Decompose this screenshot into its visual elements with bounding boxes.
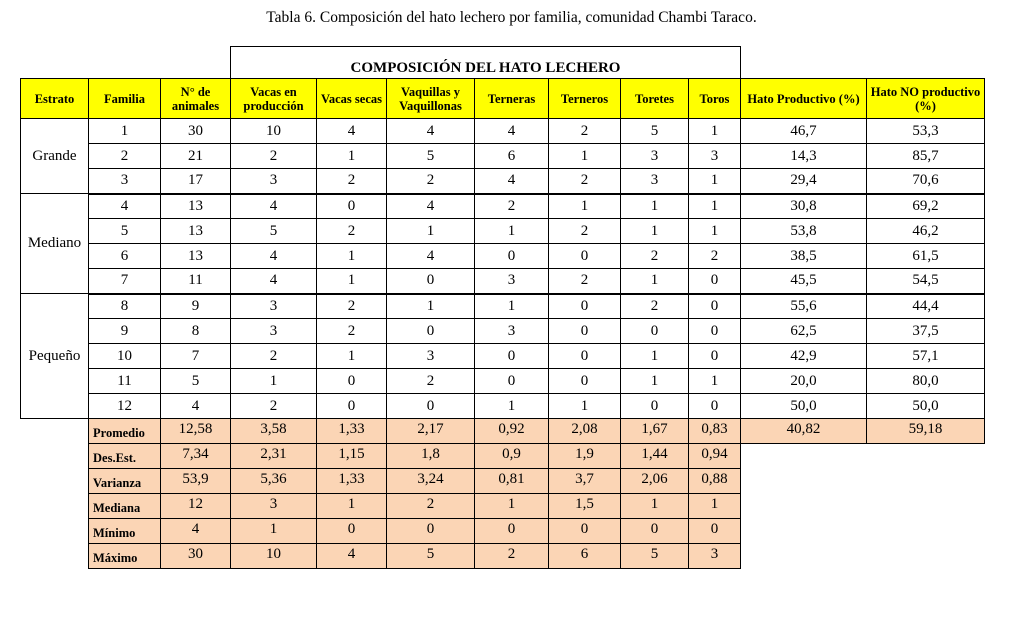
blank-cell bbox=[741, 494, 985, 519]
column-header: Toros bbox=[689, 79, 741, 119]
column-header: Hato NO productivo (%) bbox=[867, 79, 985, 119]
stat-value: 5 bbox=[387, 544, 475, 569]
table-cell: 5 bbox=[621, 119, 689, 144]
blank-cell bbox=[21, 469, 89, 494]
table-cell: 0 bbox=[317, 369, 387, 394]
table-cell: 3 bbox=[689, 144, 741, 169]
table-cell: 0 bbox=[621, 394, 689, 419]
table-cell: 7 bbox=[161, 344, 231, 369]
stat-value: 3,58 bbox=[231, 419, 317, 444]
stats-row bbox=[21, 444, 985, 469]
stat-value: 2 bbox=[387, 494, 475, 519]
table-cell: 4 bbox=[89, 194, 161, 219]
stat-value: 0 bbox=[387, 519, 475, 544]
table-cell: 1 bbox=[689, 194, 741, 219]
table-cell: 1 bbox=[549, 394, 621, 419]
table-cell: 1 bbox=[387, 219, 475, 244]
table-cell: 4 bbox=[317, 119, 387, 144]
table-cell: 2 bbox=[621, 294, 689, 319]
stat-value: 0 bbox=[621, 519, 689, 544]
table-cell: 17 bbox=[161, 169, 231, 194]
stat-value: 2,31 bbox=[231, 444, 317, 469]
stat-value: 4 bbox=[317, 544, 387, 569]
stat-label: Varianza bbox=[89, 469, 161, 494]
stat-value: 1,15 bbox=[317, 444, 387, 469]
stats-row bbox=[21, 494, 985, 519]
table-cell: 4 bbox=[387, 244, 475, 269]
stat-value: 1,9 bbox=[549, 444, 621, 469]
stats-row bbox=[21, 469, 985, 494]
table-cell: 1 bbox=[621, 369, 689, 394]
table-cell: 1 bbox=[621, 194, 689, 219]
stratum-label: Grande bbox=[21, 119, 89, 194]
table-cell: 0 bbox=[689, 319, 741, 344]
table-row bbox=[21, 194, 985, 219]
table-cell: 5 bbox=[89, 219, 161, 244]
stat-value: 1,33 bbox=[317, 469, 387, 494]
table-cell: 69,2 bbox=[867, 194, 985, 219]
table-cell: 2 bbox=[387, 369, 475, 394]
table-cell: 7 bbox=[89, 269, 161, 294]
table-cell: 2 bbox=[475, 194, 549, 219]
stat-value: 1 bbox=[231, 519, 317, 544]
blank-cell bbox=[21, 444, 89, 469]
stat-value: 1,33 bbox=[317, 419, 387, 444]
table-cell: 3 bbox=[475, 319, 549, 344]
table-cell: 0 bbox=[689, 294, 741, 319]
column-header: Vacas secas bbox=[317, 79, 387, 119]
table-cell: 0 bbox=[387, 394, 475, 419]
table-cell: 3 bbox=[621, 144, 689, 169]
table-cell: 14,3 bbox=[741, 144, 867, 169]
table-cell: 1 bbox=[549, 194, 621, 219]
table-cell: 1 bbox=[689, 369, 741, 394]
table-cell: 0 bbox=[689, 269, 741, 294]
column-header: Familia bbox=[89, 79, 161, 119]
table-cell: 50,0 bbox=[741, 394, 867, 419]
table-cell: 2 bbox=[317, 219, 387, 244]
table-cell: 4 bbox=[475, 119, 549, 144]
table-cell: 1 bbox=[689, 119, 741, 144]
table-cell: 2 bbox=[549, 269, 621, 294]
stat-value: 0 bbox=[689, 519, 741, 544]
stat-value: 2 bbox=[475, 544, 549, 569]
table-cell: 3 bbox=[89, 169, 161, 194]
table-cell: 5 bbox=[161, 369, 231, 394]
table-cell: 4 bbox=[387, 194, 475, 219]
stat-value: 1 bbox=[317, 494, 387, 519]
table-cell: 4 bbox=[231, 244, 317, 269]
table-row bbox=[21, 394, 985, 419]
table-cell: 0 bbox=[549, 244, 621, 269]
stratum-label: Mediano bbox=[21, 194, 89, 294]
stat-value: 3 bbox=[689, 544, 741, 569]
stat-value: 0 bbox=[317, 519, 387, 544]
blank-cell bbox=[21, 494, 89, 519]
blank-cell bbox=[741, 469, 985, 494]
table-caption: Tabla 6. Composición del hato lechero por familia, comunidad Chambi Taraco. bbox=[266, 9, 757, 26]
table-cell: 10 bbox=[231, 119, 317, 144]
stat-value: 1 bbox=[689, 494, 741, 519]
table-row bbox=[21, 369, 985, 394]
table-cell: 1 bbox=[475, 219, 549, 244]
table-cell: 11 bbox=[89, 369, 161, 394]
blank-cell bbox=[21, 419, 89, 444]
table-cell: 5 bbox=[231, 219, 317, 244]
table-cell: 1 bbox=[317, 144, 387, 169]
stat-value: 4 bbox=[161, 519, 231, 544]
table-cell: 1 bbox=[475, 294, 549, 319]
table-row bbox=[21, 269, 985, 294]
table-cell: 1 bbox=[621, 219, 689, 244]
column-header: Hato Productivo (%) bbox=[741, 79, 867, 119]
table-cell: 57,1 bbox=[867, 344, 985, 369]
blank-cell bbox=[21, 544, 89, 569]
table-cell: 0 bbox=[689, 394, 741, 419]
table-cell: 11 bbox=[161, 269, 231, 294]
stat-value: 30 bbox=[161, 544, 231, 569]
table-cell: 2 bbox=[317, 319, 387, 344]
table-cell: 13 bbox=[161, 194, 231, 219]
table-cell: 4 bbox=[475, 169, 549, 194]
table-cell: 3 bbox=[475, 269, 549, 294]
blank-cell bbox=[741, 544, 985, 569]
table-cell: 53,3 bbox=[867, 119, 985, 144]
stat-label: Promedio bbox=[89, 419, 161, 444]
table-cell: 54,5 bbox=[867, 269, 985, 294]
table-cell: 2 bbox=[549, 169, 621, 194]
table-cell: 0 bbox=[549, 344, 621, 369]
table-cell: 85,7 bbox=[867, 144, 985, 169]
stat-value: 0 bbox=[475, 519, 549, 544]
table-cell: 20,0 bbox=[741, 369, 867, 394]
table-cell: 62,5 bbox=[741, 319, 867, 344]
stat-value: 40,82 bbox=[741, 419, 867, 444]
table-row bbox=[21, 219, 985, 244]
table-cell: 0 bbox=[387, 319, 475, 344]
column-header: Terneras bbox=[475, 79, 549, 119]
table-cell: 1 bbox=[621, 269, 689, 294]
table-cell: 70,6 bbox=[867, 169, 985, 194]
stat-label: Mediana bbox=[89, 494, 161, 519]
table-cell: 0 bbox=[549, 294, 621, 319]
table-cell: 13 bbox=[161, 244, 231, 269]
table-cell: 5 bbox=[387, 144, 475, 169]
table-cell: 8 bbox=[89, 294, 161, 319]
table-cell: 4 bbox=[231, 194, 317, 219]
stat-value: 1 bbox=[475, 494, 549, 519]
table-cell: 2 bbox=[231, 394, 317, 419]
stat-value: 10 bbox=[231, 544, 317, 569]
table-cell: 2 bbox=[317, 169, 387, 194]
stat-value: 1,8 bbox=[387, 444, 475, 469]
table-cell: 2 bbox=[549, 119, 621, 144]
table-cell: 1 bbox=[621, 344, 689, 369]
table-cell: 0 bbox=[621, 319, 689, 344]
stats-row bbox=[21, 419, 985, 444]
table-cell: 2 bbox=[689, 244, 741, 269]
stat-value: 1,5 bbox=[549, 494, 621, 519]
column-header: Vacas en producción bbox=[231, 79, 317, 119]
table-cell: 80,0 bbox=[867, 369, 985, 394]
table-cell: 0 bbox=[387, 269, 475, 294]
table-cell: 0 bbox=[549, 319, 621, 344]
stats-row bbox=[21, 519, 985, 544]
stat-value: 0,9 bbox=[475, 444, 549, 469]
table-cell: 44,4 bbox=[867, 294, 985, 319]
table-cell: 10 bbox=[89, 344, 161, 369]
table-row bbox=[21, 319, 985, 344]
stat-value: 3,7 bbox=[549, 469, 621, 494]
herd-composition-table bbox=[20, 46, 985, 569]
table-cell: 2 bbox=[317, 294, 387, 319]
stat-value: 1 bbox=[621, 494, 689, 519]
table-cell: 3 bbox=[387, 344, 475, 369]
table-cell: 1 bbox=[475, 394, 549, 419]
table-cell: 46,7 bbox=[741, 119, 867, 144]
table-cell: 12 bbox=[89, 394, 161, 419]
table-cell: 0 bbox=[317, 194, 387, 219]
stat-value: 7,34 bbox=[161, 444, 231, 469]
table-cell: 4 bbox=[387, 119, 475, 144]
table-cell: 2 bbox=[621, 244, 689, 269]
table-cell: 4 bbox=[231, 269, 317, 294]
stat-value: 2,17 bbox=[387, 419, 475, 444]
table-cell: 6 bbox=[475, 144, 549, 169]
column-header: N° de animales bbox=[161, 79, 231, 119]
stat-value: 2,06 bbox=[621, 469, 689, 494]
table-cell: 8 bbox=[161, 319, 231, 344]
stat-value: 2,08 bbox=[549, 419, 621, 444]
stat-value: 12,58 bbox=[161, 419, 231, 444]
stat-value: 3 bbox=[231, 494, 317, 519]
table-cell: 1 bbox=[231, 369, 317, 394]
table-cell: 21 bbox=[161, 144, 231, 169]
stat-value: 0,88 bbox=[689, 469, 741, 494]
table-cell: 2 bbox=[549, 219, 621, 244]
table-cell: 1 bbox=[387, 294, 475, 319]
group-header: COMPOSICIÓN DEL HATO LECHERO bbox=[231, 47, 741, 79]
table-cell: 6 bbox=[89, 244, 161, 269]
blank-cell bbox=[741, 519, 985, 544]
stat-value: 0,92 bbox=[475, 419, 549, 444]
table-row bbox=[21, 244, 985, 269]
table-cell: 1 bbox=[317, 269, 387, 294]
stat-value: 0,83 bbox=[689, 419, 741, 444]
column-header: Toretes bbox=[621, 79, 689, 119]
table-cell: 30 bbox=[161, 119, 231, 144]
table-cell: 1 bbox=[89, 119, 161, 144]
table-cell: 55,6 bbox=[741, 294, 867, 319]
stat-label: Mínimo bbox=[89, 519, 161, 544]
table-cell: 30,8 bbox=[741, 194, 867, 219]
table-cell: 0 bbox=[475, 244, 549, 269]
table-cell: 2 bbox=[231, 144, 317, 169]
table-cell: 13 bbox=[161, 219, 231, 244]
table-cell: 53,8 bbox=[741, 219, 867, 244]
stat-label: Máximo bbox=[89, 544, 161, 569]
table-row bbox=[21, 169, 985, 194]
table-cell: 61,5 bbox=[867, 244, 985, 269]
table-cell: 3 bbox=[621, 169, 689, 194]
table-cell: 3 bbox=[231, 319, 317, 344]
table-cell: 46,2 bbox=[867, 219, 985, 244]
stat-value: 1,67 bbox=[621, 419, 689, 444]
stat-value: 5 bbox=[621, 544, 689, 569]
table-row bbox=[21, 294, 985, 319]
stats-row bbox=[21, 544, 985, 569]
table-cell: 37,5 bbox=[867, 319, 985, 344]
table-cell: 1 bbox=[689, 219, 741, 244]
table-cell: 0 bbox=[475, 344, 549, 369]
stat-value: 0,94 bbox=[689, 444, 741, 469]
stat-value: 12 bbox=[161, 494, 231, 519]
table-row bbox=[21, 119, 985, 144]
table-cell: 0 bbox=[689, 344, 741, 369]
table-cell: 50,0 bbox=[867, 394, 985, 419]
blank-cell bbox=[741, 444, 985, 469]
table-cell: 0 bbox=[317, 394, 387, 419]
stat-value: 1,44 bbox=[621, 444, 689, 469]
column-header: Terneros bbox=[549, 79, 621, 119]
stat-label: Des.Est. bbox=[89, 444, 161, 469]
table-cell: 2 bbox=[387, 169, 475, 194]
table-cell: 1 bbox=[549, 144, 621, 169]
stat-value: 5,36 bbox=[231, 469, 317, 494]
table-cell: 3 bbox=[231, 169, 317, 194]
table-cell: 42,9 bbox=[741, 344, 867, 369]
column-header: Estrato bbox=[21, 79, 89, 119]
stat-value: 59,18 bbox=[867, 419, 985, 444]
table-cell: 29,4 bbox=[741, 169, 867, 194]
stratum-label: Pequeño bbox=[21, 294, 89, 419]
table-cell: 9 bbox=[89, 319, 161, 344]
stat-value: 0,81 bbox=[475, 469, 549, 494]
table-row bbox=[21, 344, 985, 369]
table-cell: 2 bbox=[231, 344, 317, 369]
table-cell: 4 bbox=[161, 394, 231, 419]
table-cell: 3 bbox=[231, 294, 317, 319]
table-cell: 1 bbox=[317, 344, 387, 369]
table-cell: 2 bbox=[89, 144, 161, 169]
stat-value: 3,24 bbox=[387, 469, 475, 494]
table-cell: 1 bbox=[317, 244, 387, 269]
table-cell: 45,5 bbox=[741, 269, 867, 294]
stat-value: 6 bbox=[549, 544, 621, 569]
table-cell: 0 bbox=[549, 369, 621, 394]
table-cell: 9 bbox=[161, 294, 231, 319]
column-header: Vaquillas y Vaquillonas bbox=[387, 79, 475, 119]
stat-value: 0 bbox=[549, 519, 621, 544]
table-row bbox=[21, 144, 985, 169]
blank-cell bbox=[21, 519, 89, 544]
table-cell: 0 bbox=[475, 369, 549, 394]
table-cell: 1 bbox=[689, 169, 741, 194]
table-cell: 38,5 bbox=[741, 244, 867, 269]
stat-value: 53,9 bbox=[161, 469, 231, 494]
